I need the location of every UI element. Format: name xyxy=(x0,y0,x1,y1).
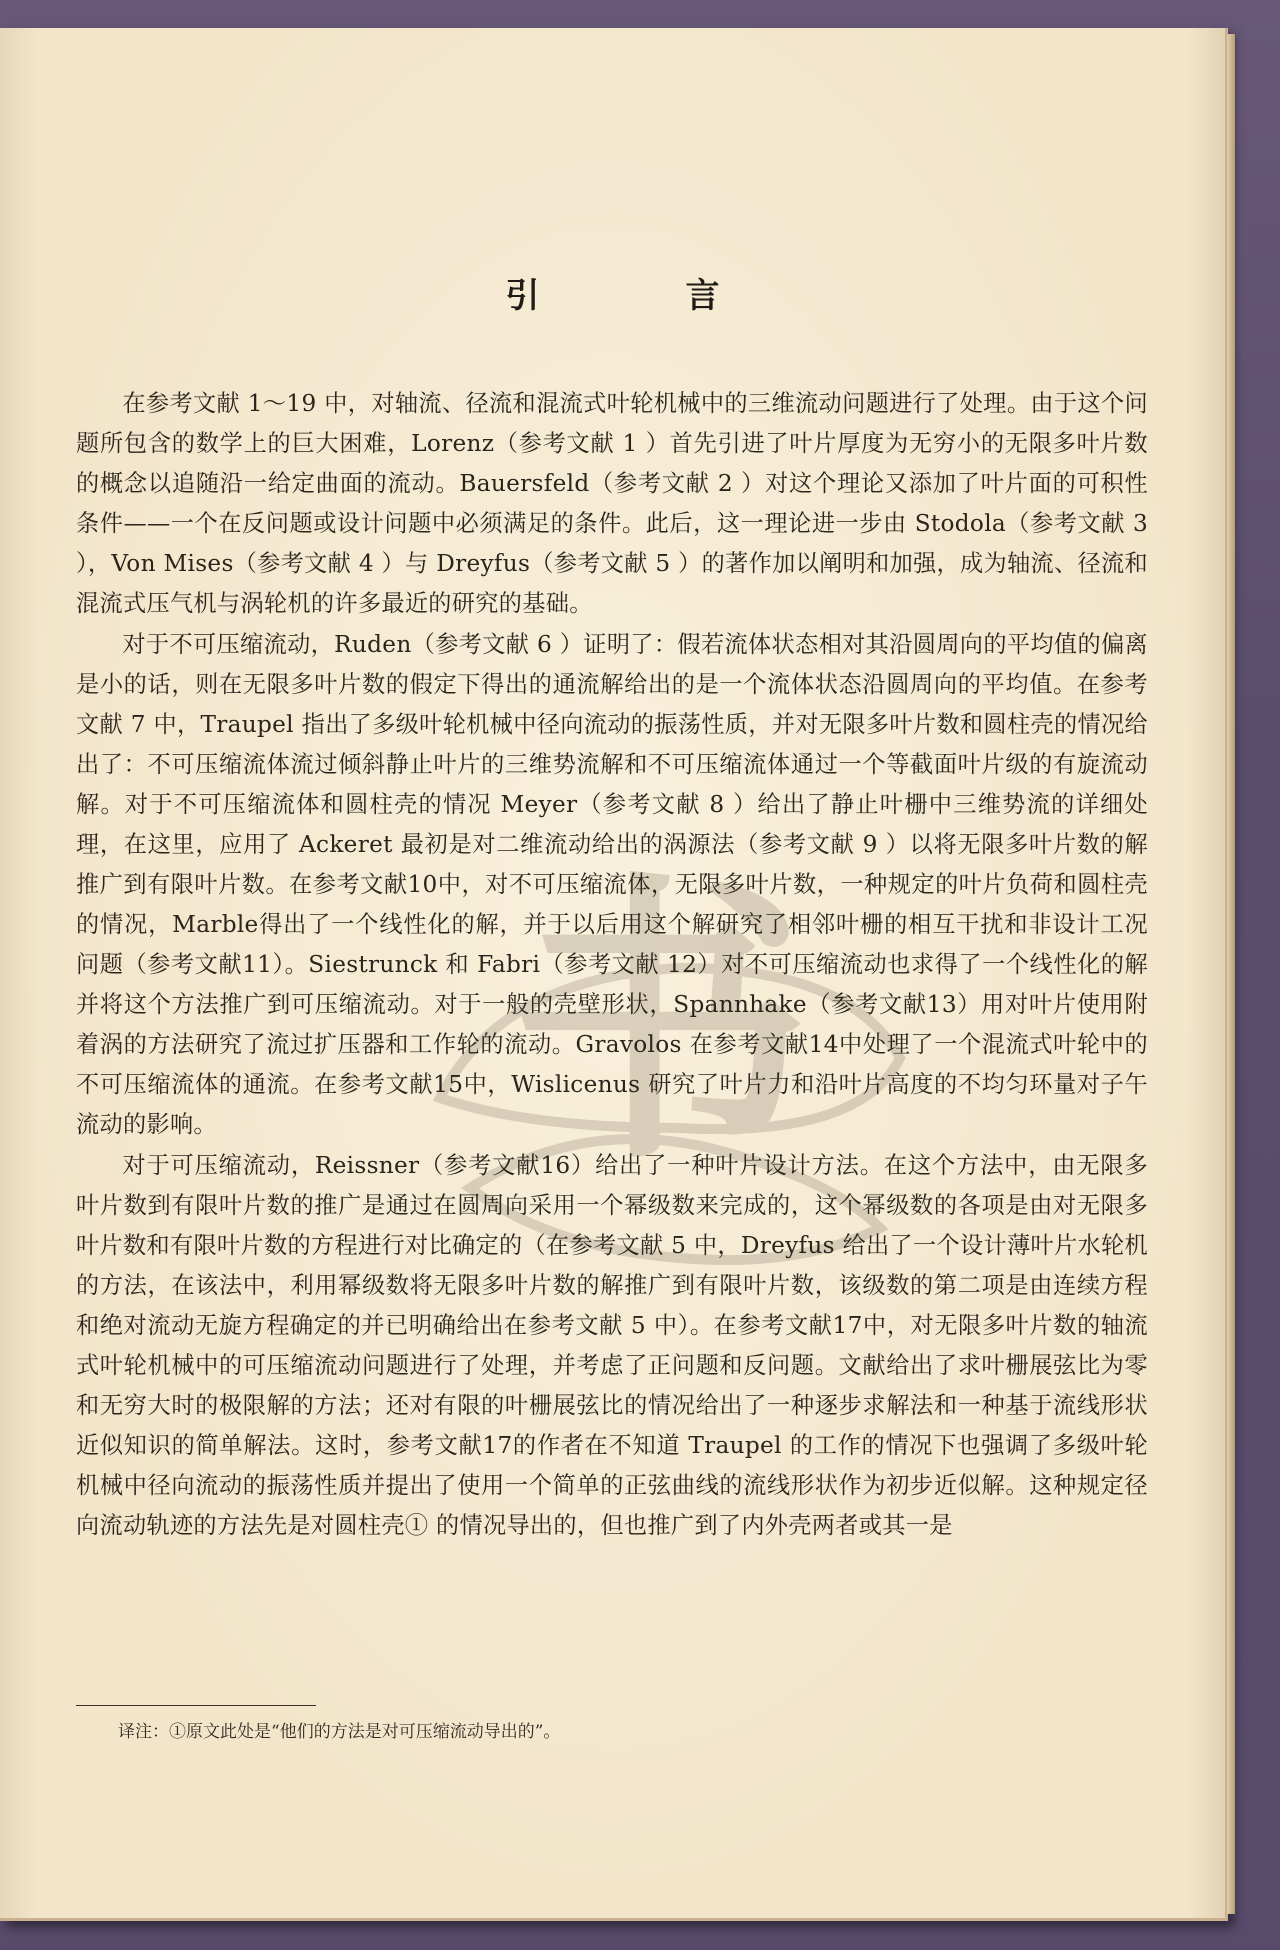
translator-footnote: 译注：①原文此处是“他们的方法是对可压缩流动导出的”。 xyxy=(118,1722,561,1742)
svg-text:书: 书 xyxy=(510,850,810,1199)
paragraph-2: 对于不可压缩流动，Ruden（参考文献 6 ）证明了：假若流体状态相对其沿圆周向的平均值的偏离是小的话，则在无限多叶片数的假定下得出的通流解给出的是一个流体状态沿圆周向的平均值。在参考文献 7 中，Traupel 指出了多级叶轮机械中径向流动的振荡性质，并对无限多叶片数和圆柱壳的情况给出了：不可压缩流体流过倾斜静止叶片的三维势流解和不可压缩流体通过一个等截面叶片级的有旋流动解。对于不可压缩流体和圆柱壳的情况 Meyer（参考文献 8 ）给出了静止叶栅中三维势流的详细处理，在这里，应用了 Ackeret 最初是对二维流动给出的涡源法（参考文献 9 ）以将无限多叶片数的解推广到有限叶片数。在参考文献10中，对不可压缩流体，无限多叶片数，一种规定的叶片负荷和圆柱壳的情况，Marble得出了一个线性化的解，并于以后用这个解研究了相邻叶栅的相互干扰和非设计工况问题（参考文献11）。Siestrunck 和 Fabri（参考文献 12）对不可压缩流动也求得了一个线性化的解并将这个方法推广到可压缩流动。对于一般的壳壁形状，Spannhake（参考文献13）用对叶片使用附着涡的方法研究了流过扩压器和工作轮的流动。Gravolos 在参考文献14中处理了一个混流式叶轮中的不可压缩流体的通流。在参考文献15中，Wislicenus 研究了叶片力和沿叶片高度的不均匀环量对子午流动的影响。 xyxy=(76,631,1148,1138)
paragraph-1: 在参考文献 1～19 中，对轴流、径流和混流式叶轮机械中的三维流动问题进行了处理。由于这个问题所包含的数学上的巨大困难，Lorenz（参考文献 1 ）首先引进了叶片厚度为无穷小的无限多叶片数的概念以追随沿一给定曲面的流动。Bauersfeld（参考文献 2 ）对这个理论又添加了叶片面的可积性条件——一个在反问题或设计问题中必须满足的条件。此后，这一理论进一步由 Stodola（参考文献 3 ），Von Mises（参考文献 4 ）与 Dreyfus（参考文献 5 ）的著作加以阐明和加强，成为轴流、径流和混流式压气机与涡轮机的许多最近的研究的基础。 xyxy=(76,390,1148,617)
footnote-divider xyxy=(76,1705,316,1706)
section-title: 引 言 xyxy=(505,276,776,316)
book-page xyxy=(0,28,1228,1921)
paragraph-3: 对于可压缩流动，Reissner（参考文献16）给出了一种叶片设计方法。在这个方法中，由无限多叶片数到有限叶片数的推广是通过在圆周向采用一个幂级数来完成的，这个幂级数的各项是由对无限多叶片数和有限叶片数的方程进行对比确定的（在参考文献 5 中，Dreyfus 给出了一个设计薄叶片水轮机的方法，在该法中，利用幂级数将无限多叶片数的解推广到有限叶片数，该级数的第二项是由连续方程和绝对流动无旋方程确定的并已明确给出在参考文献 5 中）。在参考文献17中，对无限多叶片数的轴流式叶轮机械中的可压缩流动问题进行了处理，并考虑了正问题和反问题。文献给出了求叶栅展弦比为零和无穷大时的极限解的方法；还对有限的叶栅展弦比的情况给出了一种逐步求解法和一种基于流线形状近似知识的简单解法。这时，参考文献17的作者在不知道 Traupel 的工作的情况下也强调了多级叶轮机械中径向流动的振荡性质并提出了使用一个简单的正弦曲线的流线形状作为初步近似解。这种规定径向流动轨迹的方法先是对圆柱壳① 的情况导出的，但也推广到了内外壳两者或其一是 xyxy=(76,1152,1148,1539)
body-text xyxy=(76,384,1148,1546)
